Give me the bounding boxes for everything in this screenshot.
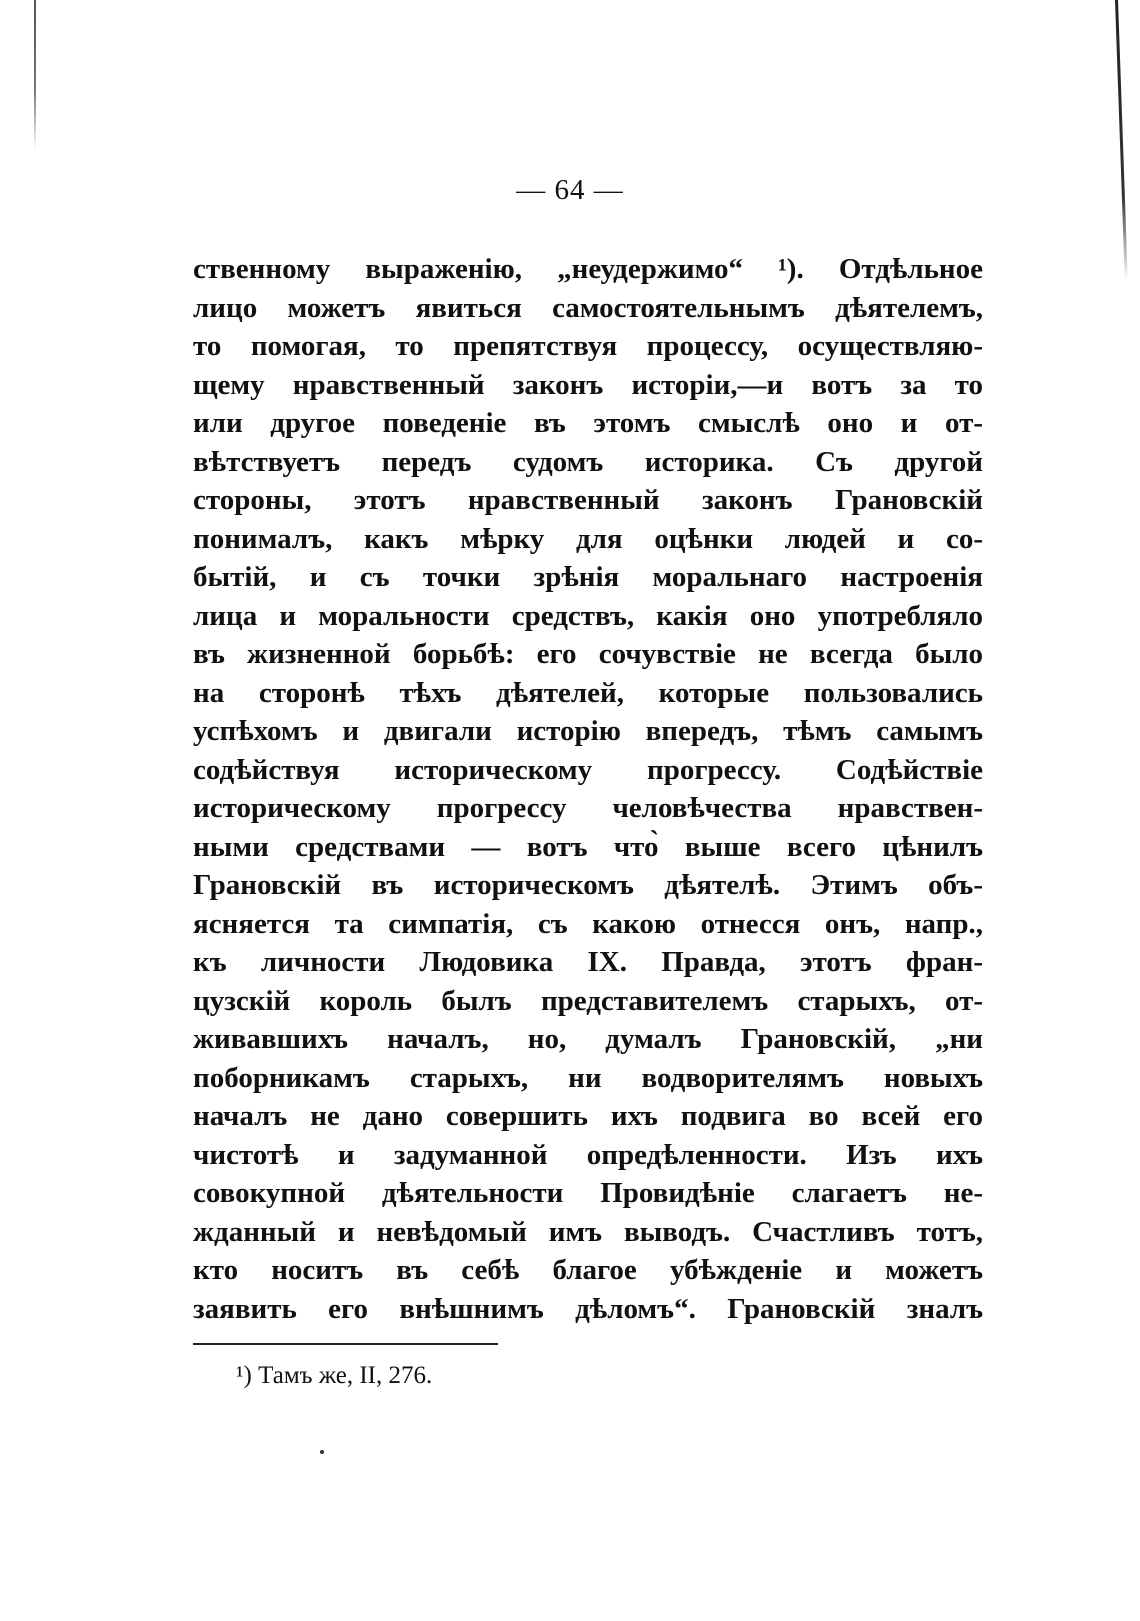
text-line: или другое поведеніе въ этомъ смыслѣ оно и от- — [193, 407, 983, 439]
text-line: цузскій король былъ представителемъ старыхъ, от- — [193, 984, 983, 1017]
text-line: заявить его внѣшнимъ дѣломъ“. Грановскій зналъ — [193, 1292, 983, 1325]
scan-speck — [320, 1450, 324, 1454]
main-text — [193, 250, 983, 1328]
text-line: на сторонѣ тѣхъ дѣятелей, которые пользовались — [193, 676, 983, 709]
text-line: стороны, этотъ нравственный законъ Грановскій — [193, 484, 983, 516]
text-line: лицо можетъ явиться самостоятельнымъ дѣятелемъ, — [193, 291, 983, 324]
text-line: кто носитъ въ себѣ благое убѣжденіе и можетъ — [193, 1254, 983, 1286]
scan-edge-mark-left — [34, 0, 36, 150]
text-line: вѣтствуетъ передъ судомъ историка. Съ другой — [193, 445, 983, 478]
text-line: Грановскій въ историческомъ дѣятелѣ. Этимъ объ- — [193, 869, 983, 901]
text-line: поборникамъ старыхъ, ни водворителямъ новыхъ — [193, 1061, 983, 1094]
scan-edge-mark-right — [1115, 0, 1128, 280]
text-line: началъ не дано совершить ихъ подвига во всей его — [193, 1100, 983, 1132]
footnote-divider — [193, 1343, 498, 1345]
text-line: ными средствами — вотъ что̀ выше всего цѣнилъ — [193, 830, 983, 863]
text-line: содѣйствуя историческому прогрессу. Содѣйствіе — [193, 753, 983, 786]
text-line: успѣхомъ и двигали исторію впередъ, тѣмъ самымъ — [193, 715, 983, 747]
text-line: бытій, и съ точки зрѣнія моральнаго настроенія — [193, 561, 983, 593]
text-line: жданный и невѣдомый имъ выводъ. Счастливъ тотъ, — [193, 1215, 983, 1248]
text-line: понималъ, какъ мѣрку для оцѣнки людей и со- — [193, 522, 983, 555]
text-line: лица и моральности средствъ, какія оно употребляло — [193, 599, 983, 632]
text-line: щему нравственный законъ исторіи,—и вотъ за то — [193, 368, 983, 401]
page-number: — 64 — — [516, 174, 624, 206]
text-line: совокупной дѣятельности Провидѣніе слагаетъ не- — [193, 1177, 983, 1209]
text-line: къ личности Людовика IX. Правда, этотъ фран- — [193, 946, 983, 978]
text-line: въ жизненной борьбѣ: его сочувствіе не всегда было — [193, 638, 983, 670]
text-line: чистотѣ и задуманной опредѣленности. Изъ ихъ — [193, 1138, 983, 1171]
text-line: ственному выраженію, „неудержимо“ ¹). Отдѣльное — [193, 253, 983, 285]
text-line: ясняется та симпатія, съ какою отнесся онъ, напр., — [193, 907, 983, 940]
footnote: ¹) Тамъ же, II, 276. — [236, 1362, 433, 1389]
text-line: историческому прогрессу человѣчества нравствен- — [193, 792, 983, 824]
text-line: то помогая, то препятствуя процессу, осуществляю- — [193, 330, 983, 362]
text-line: живавшихъ началъ, но, думалъ Грановскій, „ни — [193, 1023, 983, 1055]
